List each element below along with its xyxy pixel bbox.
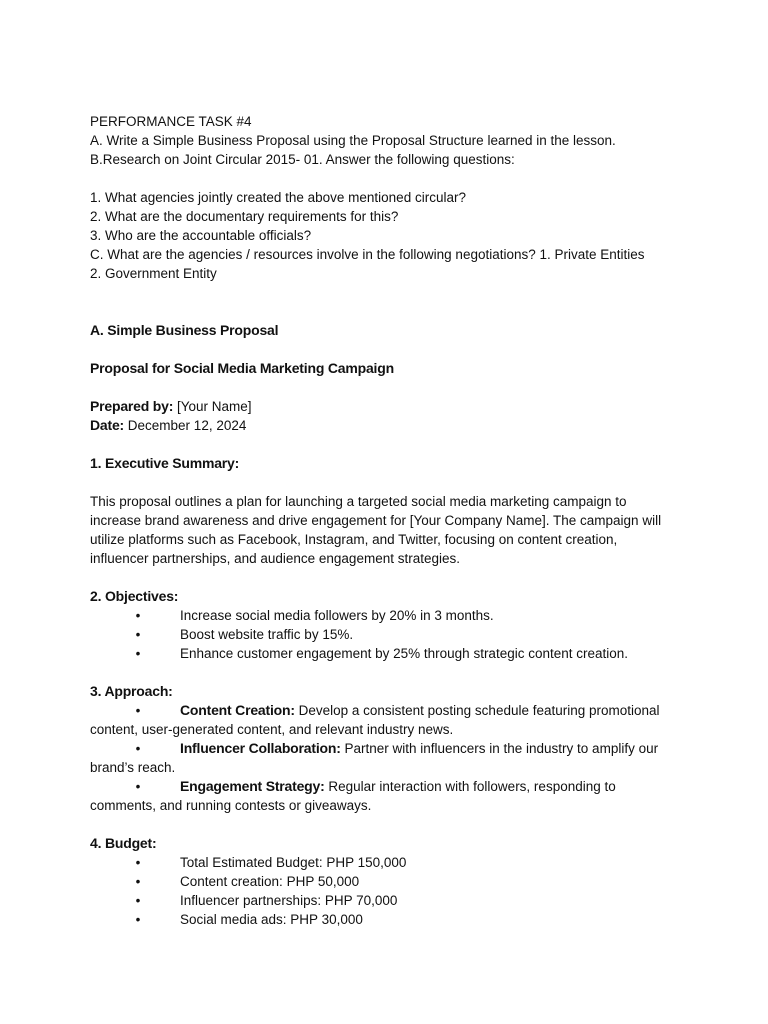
list-item bbox=[90, 910, 690, 929]
summary-line: utilize platforms such as Facebook, Instagram, and Twitter, focusing on content creation, bbox=[90, 532, 618, 547]
approach-text: Partner with influencers in the industry to amplify our bbox=[340, 741, 659, 756]
objective-text: Boost website traffic by 15%. bbox=[180, 627, 354, 642]
approach-text: comments, and running contests or giveaways. bbox=[90, 798, 372, 813]
objective-text: Increase social media followers by 20% in 3 months. bbox=[180, 608, 494, 623]
prepared-by-value: [Your Name] bbox=[176, 399, 252, 414]
bullet: • bbox=[135, 703, 141, 718]
approach-label: Content Creation: bbox=[180, 702, 295, 718]
budget-text: Total Estimated Budget: PHP 150,000 bbox=[180, 855, 407, 870]
budget-text: Social media ads: PHP 30,000 bbox=[180, 912, 363, 927]
approach-text: brand’s reach. bbox=[90, 760, 176, 775]
budget-text: Content creation: PHP 50,000 bbox=[180, 874, 360, 889]
budget-text: Influencer partnerships: PHP 70,000 bbox=[180, 893, 398, 908]
approach-label: Influencer Collaboration: bbox=[180, 740, 341, 756]
objective-text: Enhance customer engagement by 25% through strategic content creation. bbox=[180, 646, 629, 661]
bullet: • bbox=[135, 912, 141, 927]
summary-line: increase brand awareness and drive engagement for [Your Company Name]. The campaign will bbox=[90, 513, 662, 528]
task-line: A. Write a Simple Business Proposal using the Proposal Structure learned in the lesson. bbox=[90, 133, 616, 148]
bullet: • bbox=[135, 874, 141, 889]
list-item bbox=[90, 853, 690, 872]
approach-text: Regular interaction with followers, responding to bbox=[324, 779, 616, 794]
executive-summary-heading: 1. Executive Summary: bbox=[90, 455, 240, 471]
question: C. What are the agencies / resources involve in the following negotiations? 1. Private Entities bbox=[90, 247, 645, 262]
date bbox=[90, 416, 690, 435]
document-body bbox=[90, 112, 690, 929]
prepared-by bbox=[90, 397, 690, 416]
bullet: • bbox=[135, 893, 141, 908]
list-item bbox=[90, 701, 690, 739]
approach-label: Engagement Strategy: bbox=[180, 778, 325, 794]
summary-line: influencer partnerships, and audience engagement strategies. bbox=[90, 551, 460, 566]
date-value: December 12, 2024 bbox=[127, 418, 247, 433]
question: 2. What are the documentary requirements for this? bbox=[90, 209, 399, 224]
question: 3. Who are the accountable officials? bbox=[90, 228, 312, 243]
proposal-title: Proposal for Social Media Marketing Campaign bbox=[90, 360, 394, 376]
bullet: • bbox=[135, 741, 141, 756]
bullet: • bbox=[135, 855, 141, 870]
list-item bbox=[90, 625, 690, 644]
list-item bbox=[90, 891, 690, 910]
task-title: PERFORMANCE TASK #4 bbox=[90, 114, 252, 129]
list-item bbox=[90, 739, 690, 777]
approach-text: content, user-generated content, and relevant industry news. bbox=[90, 722, 454, 737]
date-label: Date: bbox=[90, 417, 125, 433]
summary-line: This proposal outlines a plan for launching a targeted social media marketing campaign to bbox=[90, 494, 627, 509]
objectives-heading: 2. Objectives: bbox=[90, 588, 179, 604]
bullet: • bbox=[135, 779, 141, 794]
bullet: • bbox=[135, 627, 141, 642]
approach-heading: 3. Approach: bbox=[90, 683, 173, 699]
list-item bbox=[90, 777, 690, 815]
list-item bbox=[90, 606, 690, 625]
question: 2. Government Entity bbox=[90, 266, 217, 281]
approach-text: Develop a consistent posting schedule featuring promotional bbox=[294, 703, 660, 718]
prepared-by-label: Prepared by: bbox=[90, 398, 174, 414]
bullet: • bbox=[135, 646, 141, 661]
question: 1. What agencies jointly created the above mentioned circular? bbox=[90, 190, 466, 205]
section-heading: A. Simple Business Proposal bbox=[90, 322, 279, 338]
list-item bbox=[90, 872, 690, 891]
budget-heading: 4. Budget: bbox=[90, 835, 157, 851]
bullet: • bbox=[135, 608, 141, 623]
task-line: B.Research on Joint Circular 2015- 01. Answer the following questions: bbox=[90, 152, 515, 167]
list-item bbox=[90, 644, 690, 663]
